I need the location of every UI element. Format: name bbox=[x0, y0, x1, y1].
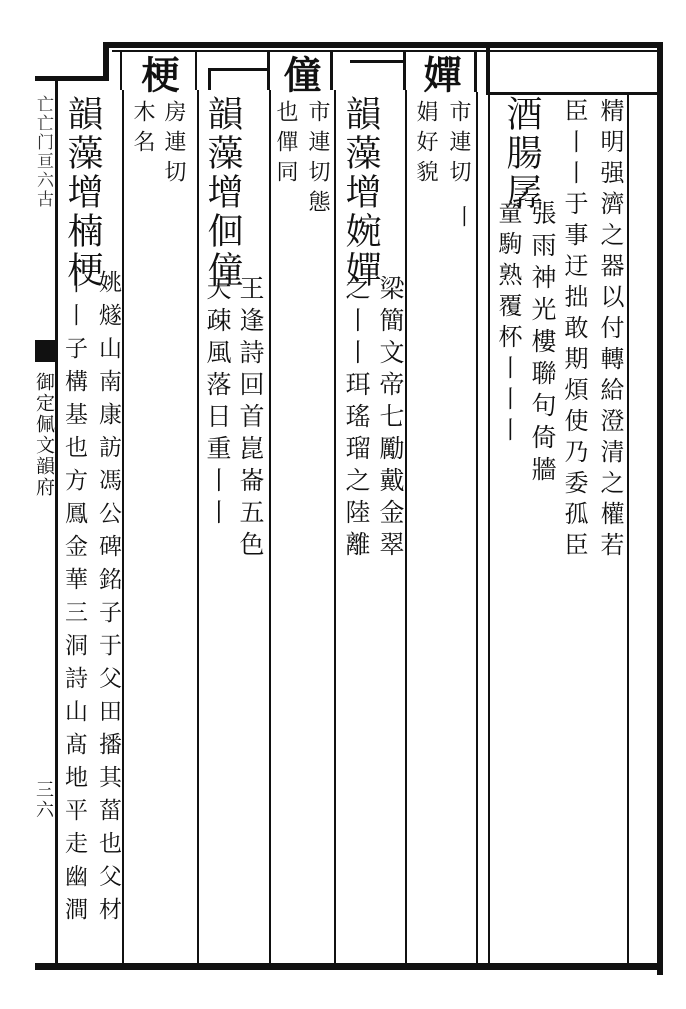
text-column: 房連切 bbox=[161, 100, 186, 190]
column-divider bbox=[122, 90, 124, 965]
headword-box-line bbox=[350, 60, 405, 63]
text-column: 市連切 bbox=[446, 100, 471, 190]
column-divider bbox=[269, 90, 271, 965]
headword: 梗 bbox=[135, 55, 180, 95]
running-title: 御定佩文韻府 bbox=[33, 372, 55, 498]
text-column: 梁簡文帝七勵戴金翠 bbox=[376, 275, 405, 563]
headword-box-line bbox=[474, 52, 477, 92]
outer-border-right bbox=[657, 45, 663, 975]
text-column-header: 韻藻增婉嬋 bbox=[340, 95, 381, 290]
text-column: 丨 bbox=[450, 205, 475, 235]
headword-box-line bbox=[267, 50, 270, 90]
text-column-header: 韻藻增佪僮 bbox=[202, 95, 243, 290]
headword-box-line bbox=[208, 68, 211, 90]
text-column: 丨丨子構基也方鳳金華三洞詩山髙地平走幽澗 bbox=[61, 270, 87, 930]
headword-box-line bbox=[120, 50, 122, 90]
text-column: 也僤同 bbox=[273, 100, 298, 190]
text-column: 天疎風落日重丨丨 bbox=[203, 275, 232, 531]
text-column: 精明强濟之器以付轉給澄清之權若 bbox=[596, 98, 624, 563]
headword-box-line bbox=[403, 50, 406, 90]
fishtail-mark bbox=[35, 340, 55, 362]
text-column: 臣丨丨于事迂拙敢期煩使乃委孤臣 bbox=[560, 98, 588, 563]
text-column-header: 韻藻增楠梗 bbox=[62, 95, 103, 290]
outer-border-bottom bbox=[35, 963, 663, 970]
text-column: 張雨神光樓聯句倚牆 bbox=[528, 200, 557, 488]
column-divider bbox=[405, 90, 407, 965]
headword: 僮 bbox=[277, 55, 322, 95]
headword-box-line bbox=[208, 68, 270, 71]
text-column: 木名 bbox=[130, 100, 155, 160]
page-number: 三六 bbox=[33, 780, 54, 820]
top-border-left bbox=[35, 76, 107, 81]
gutter-divider bbox=[55, 80, 58, 965]
headword-box-line bbox=[195, 50, 197, 90]
column-divider bbox=[627, 95, 629, 965]
column-divider bbox=[488, 95, 490, 965]
text-column: 市連切態 bbox=[305, 100, 330, 220]
headword: 嬋 bbox=[417, 55, 462, 95]
top-fragment: 亡亡门亘六古 bbox=[33, 95, 53, 209]
text-column: 王逢詩回首崑崙五色 bbox=[236, 275, 265, 563]
text-column: 童駒熟覆杯丨丨丨 bbox=[494, 200, 522, 448]
text-column: 娟好貌 bbox=[413, 100, 438, 190]
text-column-header: 酒腸孱 bbox=[501, 95, 542, 212]
column-divider bbox=[197, 90, 199, 965]
column-divider bbox=[334, 90, 336, 965]
top-border-main bbox=[103, 42, 663, 48]
text-column: 之丨丨珥瑤瑠之陸離 bbox=[342, 275, 371, 563]
top-border-step1 bbox=[103, 45, 109, 81]
headword-box-line bbox=[330, 50, 333, 90]
column-divider bbox=[476, 92, 478, 965]
top-border-step2 bbox=[486, 45, 490, 95]
text-column: 姚燧山南康訪馮公碑銘子于父田播其菑也父材 bbox=[95, 270, 121, 930]
